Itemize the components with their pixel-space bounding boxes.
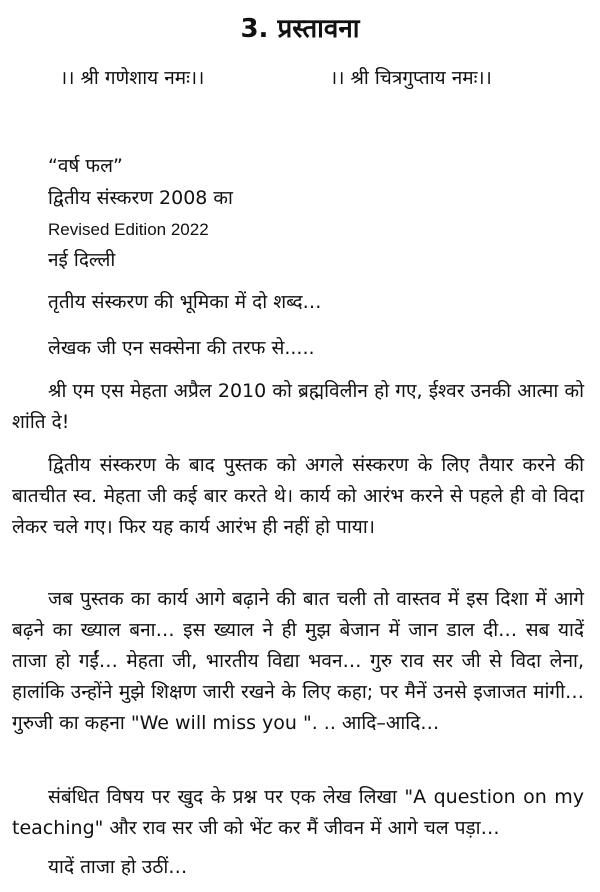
third-edition-note: तृतीय संस्करण की भूमिका में दो शब्द… bbox=[48, 291, 322, 313]
chapter-title: 3. प्रस्तावना bbox=[240, 14, 360, 44]
revised-edition-line: Revised Edition 2022 bbox=[48, 220, 209, 239]
author-note: लेखक जी एन सक्सेना की तरफ से..... bbox=[48, 337, 315, 359]
second-edition-line: द्वितीय संस्करण 2008 का bbox=[48, 187, 233, 209]
paragraph-3-text: जब पुस्तक का कार्य आगे बढ़ाने की बात चली तो वास्तव में इस दिशा में आगे बढ़ने का ख्याल बना… इस ख्याल ने ही मुझ बेजान में जान डाल दी… सब यादें ताजा हो गईं… मेहता जी, भारतीय विद्या भवन… गुरु राव सर जी से विदा लेना, हालांकि उन्होंने मुझे शिक्षण जारी रखने के लिए कहा; पर मैनें उनसे इजाजत मांगी… गुरुजी का कहना "We will miss you ". .. आदि–आदि… bbox=[12, 588, 584, 734]
paragraph-1 bbox=[12, 376, 584, 438]
paragraph-3 bbox=[12, 584, 584, 739]
invocation-ganesh: ।। श्री गणेशाय नमः।। bbox=[60, 67, 205, 89]
paragraph-4-text: संबंधित विषय पर खुद के प्रश्न पर एक लेख लिखा "A question on my teaching" और राव सर जी को भेंट कर मैं जीवन में आगे चल पड़ा… bbox=[12, 786, 584, 839]
place-line: नई दिल्ली bbox=[48, 249, 116, 271]
paragraph-2-text: द्वितीय संस्करण के बाद पुस्तक को अगले संस्करण के लिए तैयार करने की बातचीत स्व. मेहता जी कई बार करते थे। कार्य को आरंभ करने से पहले ही वो विदा लेकर चले गए। फिर यह कार्य आरंभ ही नहीं हो पाया। bbox=[12, 454, 584, 538]
paragraph-5 bbox=[12, 852, 584, 883]
paragraph-5-text: यादें ताजा हो उठीं… bbox=[48, 856, 188, 878]
invocation-chitragupta: ।। श्री चित्रगुप्ताय नमः।। bbox=[330, 67, 492, 89]
paragraph-4 bbox=[12, 782, 584, 844]
paragraph-2 bbox=[12, 450, 584, 543]
book-title: “वर्ष फल” bbox=[48, 155, 123, 177]
paragraph-1-text: श्री एम एस मेहता अप्रैल 2010 को ब्रह्मविलीन हो गए, ईश्वर उनकी आत्मा को शांति दे! bbox=[12, 380, 584, 433]
